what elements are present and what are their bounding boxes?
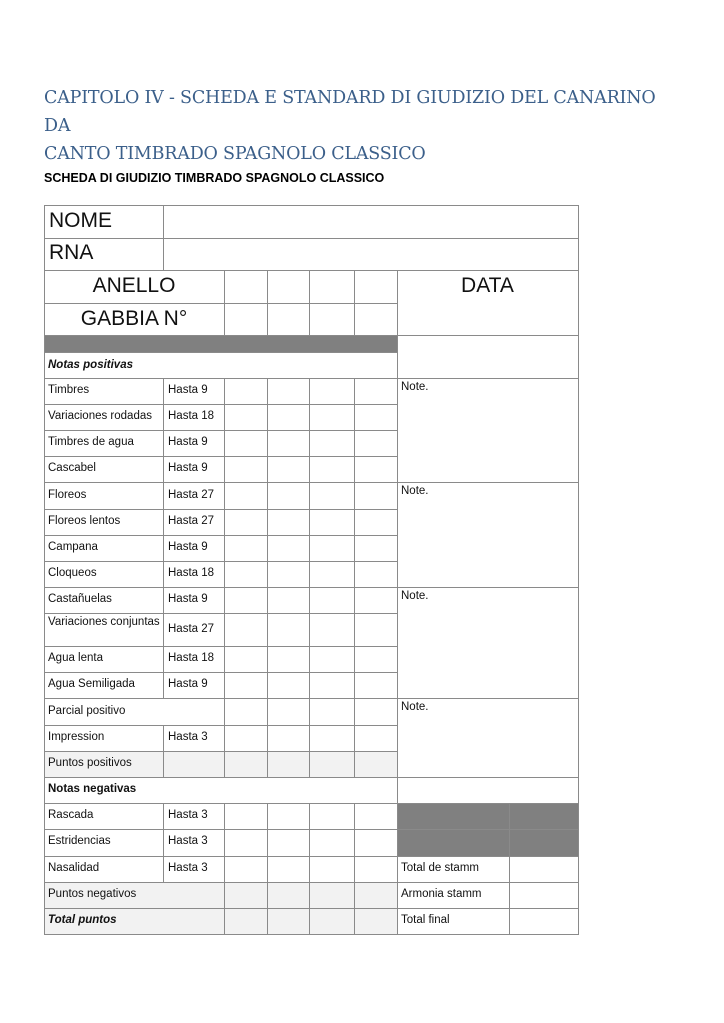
- notas-negativas-label: Notas negativas: [48, 783, 137, 795]
- anello-label: ANELLO: [92, 274, 176, 297]
- nome-input-cell[interactable]: [163, 205, 579, 239]
- note-name: Cascabel: [48, 462, 96, 474]
- note-max: Hasta 3: [168, 809, 208, 821]
- score-input-cell[interactable]: [267, 587, 310, 614]
- score-input-cell[interactable]: [354, 803, 398, 830]
- score-input-cell[interactable]: [224, 561, 268, 588]
- score-input-cell[interactable]: [224, 535, 268, 562]
- note-max: Hasta 9: [168, 462, 208, 474]
- score-input-cell[interactable]: [267, 751, 310, 778]
- score-input-cell[interactable]: [309, 535, 355, 562]
- note-max: Hasta 9: [168, 384, 208, 396]
- gabbia-label: GABBIA N°: [80, 307, 188, 330]
- score-input-cell[interactable]: [224, 751, 268, 778]
- score-input-cell[interactable]: [354, 672, 398, 699]
- score-input-cell[interactable]: [309, 751, 355, 778]
- score-input-cell[interactable]: [224, 882, 268, 909]
- score-input-cell[interactable]: [309, 561, 355, 588]
- score-input-cell[interactable]: [354, 882, 398, 909]
- rna-label: RNA: [49, 241, 94, 264]
- score-input-cell[interactable]: [354, 561, 398, 588]
- score-input-cell[interactable]: [267, 404, 310, 431]
- score-input-cell[interactable]: [224, 587, 268, 614]
- note-label: Note.: [401, 381, 429, 393]
- score-input-cell[interactable]: [309, 303, 355, 336]
- chapter-title-line2: CANTO TIMBRADO SPAGNOLO CLASSICO: [44, 144, 426, 164]
- score-input-cell[interactable]: [267, 613, 310, 647]
- score-input-cell[interactable]: [354, 698, 398, 726]
- score-input-cell[interactable]: [224, 270, 268, 304]
- score-input-cell[interactable]: [309, 587, 355, 614]
- score-input-cell[interactable]: [267, 482, 310, 510]
- impression-max: Hasta 3: [168, 731, 208, 743]
- score-input-cell[interactable]: [309, 725, 355, 752]
- score-input-cell[interactable]: [354, 270, 398, 304]
- score-input-cell[interactable]: [354, 725, 398, 752]
- score-input-cell[interactable]: [267, 882, 310, 909]
- total-stamm-input[interactable]: [509, 856, 579, 883]
- score-input-cell[interactable]: [224, 698, 268, 726]
- score-input-cell[interactable]: [309, 698, 355, 726]
- score-input-cell[interactable]: [354, 303, 398, 336]
- note-label: Note.: [401, 485, 429, 497]
- note-name: Estridencias: [48, 835, 111, 847]
- rna-input-cell[interactable]: [163, 238, 579, 271]
- total-final-label: Total final: [401, 914, 450, 926]
- note-max: Hasta 9: [168, 436, 208, 448]
- note-label: Note.: [401, 701, 429, 713]
- puntos-positivos-label: Puntos positivos: [48, 757, 132, 769]
- note-name: Timbres de agua: [48, 436, 134, 448]
- score-input-cell[interactable]: [354, 856, 398, 883]
- note-name: Floreos lentos: [48, 515, 121, 527]
- note-label: Note.: [401, 590, 429, 602]
- note-max: Hasta 27: [168, 515, 215, 527]
- note-name: Variaciones conjuntas: [48, 616, 160, 628]
- score-input-cell[interactable]: [354, 646, 398, 673]
- score-input-cell[interactable]: [354, 430, 398, 457]
- score-input-cell[interactable]: [354, 404, 398, 431]
- score-input-cell[interactable]: [309, 672, 355, 699]
- note-name: Rascada: [48, 809, 94, 821]
- score-input-cell[interactable]: [309, 509, 355, 536]
- score-input-cell[interactable]: [309, 829, 355, 857]
- score-input-cell[interactable]: [224, 803, 268, 830]
- note-max: Hasta 9: [168, 593, 208, 605]
- score-input-cell[interactable]: [267, 908, 310, 935]
- note-max: Hasta 9: [168, 541, 208, 553]
- score-input-cell[interactable]: [267, 270, 310, 304]
- score-input-cell[interactable]: [309, 482, 355, 510]
- score-input-cell[interactable]: [267, 430, 310, 457]
- note-max: Hasta 27: [168, 622, 215, 635]
- note-name: Nasalidad: [48, 862, 100, 874]
- impression-label: Impression: [48, 731, 105, 743]
- score-input-cell[interactable]: [309, 646, 355, 673]
- chapter-title-line1: CAPITOLO IV - SCHEDA E STANDARD DI GIUDIZIO DEL CANARINO DA: [44, 88, 656, 136]
- note-max: Hasta 18: [168, 567, 215, 579]
- score-input-cell[interactable]: [354, 535, 398, 562]
- score-input-cell[interactable]: [224, 509, 268, 536]
- score-input-cell[interactable]: [267, 561, 310, 588]
- score-input-cell[interactable]: [224, 613, 268, 647]
- note-max: Hasta 18: [168, 410, 215, 422]
- score-input-cell[interactable]: [354, 613, 398, 647]
- dark-cell: [509, 803, 579, 830]
- score-input-cell[interactable]: [354, 378, 398, 405]
- note-name: Agua lenta: [48, 652, 103, 664]
- note-max: Hasta 18: [168, 652, 215, 664]
- score-input-cell[interactable]: [267, 509, 310, 536]
- score-input-cell[interactable]: [267, 303, 310, 336]
- score-input-cell[interactable]: [267, 803, 310, 830]
- score-input-cell[interactable]: [309, 404, 355, 431]
- notas-positivas-label: Notas positivas: [48, 359, 133, 371]
- score-input-cell[interactable]: [309, 856, 355, 883]
- score-input-cell[interactable]: [224, 303, 268, 336]
- blank-cell: [397, 777, 579, 804]
- score-input-cell[interactable]: [309, 803, 355, 830]
- score-input-cell[interactable]: [224, 404, 268, 431]
- note-max: Hasta 3: [168, 862, 208, 874]
- score-input-cell[interactable]: [267, 672, 310, 699]
- dark-band: [44, 335, 398, 353]
- score-input-cell[interactable]: [224, 725, 268, 752]
- total-stamm-label: Total de stamm: [401, 862, 479, 874]
- note-name: Castañuelas: [48, 593, 112, 605]
- score-input-cell[interactable]: [309, 270, 355, 304]
- score-input-cell[interactable]: [354, 587, 398, 614]
- score-input-cell[interactable]: [267, 725, 310, 752]
- score-input-cell[interactable]: [224, 672, 268, 699]
- note-name: Variaciones rodadas: [48, 410, 152, 422]
- score-input-cell[interactable]: [267, 535, 310, 562]
- score-input-cell[interactable]: [309, 908, 355, 935]
- score-input-cell[interactable]: [354, 482, 398, 510]
- score-input-cell[interactable]: [267, 646, 310, 673]
- score-input-cell[interactable]: [224, 378, 268, 405]
- dark-cell: [397, 803, 510, 830]
- puntos-negativos-label: Puntos negativos: [48, 888, 137, 900]
- dark-cell: [509, 829, 579, 857]
- note-name: Floreos: [48, 488, 87, 501]
- blank-cell: [397, 335, 579, 379]
- note-box[interactable]: [397, 378, 579, 483]
- note-name: Agua Semiligada: [48, 678, 135, 690]
- note-max: Hasta 3: [168, 835, 208, 847]
- score-input-cell[interactable]: [267, 456, 310, 483]
- score-input-cell[interactable]: [224, 430, 268, 457]
- score-input-cell[interactable]: [309, 378, 355, 405]
- score-input-cell[interactable]: [267, 856, 310, 883]
- armonia-stamm-input[interactable]: [509, 882, 579, 909]
- score-input-cell[interactable]: [309, 882, 355, 909]
- note-max: Hasta 9: [168, 678, 208, 690]
- score-input-cell[interactable]: [354, 509, 398, 536]
- note-name: Campana: [48, 541, 98, 553]
- note-box[interactable]: [397, 587, 579, 699]
- total-final-input[interactable]: [509, 908, 579, 935]
- puntos-positivos-blank: [163, 751, 225, 778]
- total-puntos-label: Total puntos: [48, 914, 117, 926]
- score-input-cell[interactable]: [354, 908, 398, 935]
- score-input-cell[interactable]: [354, 456, 398, 483]
- parcial-positivo-label: Parcial positivo: [48, 705, 126, 717]
- score-input-cell[interactable]: [309, 456, 355, 483]
- note-box[interactable]: [397, 482, 579, 588]
- score-input-cell[interactable]: [354, 829, 398, 857]
- score-input-cell[interactable]: [267, 698, 310, 726]
- armonia-stamm-label: Armonia stamm: [401, 888, 482, 900]
- score-input-cell[interactable]: [224, 829, 268, 857]
- nome-label: NOME: [49, 209, 112, 232]
- score-input-cell[interactable]: [354, 751, 398, 778]
- score-input-cell[interactable]: [224, 482, 268, 510]
- note-max: Hasta 27: [168, 488, 215, 501]
- note-name: Timbres: [48, 384, 90, 396]
- score-input-cell[interactable]: [309, 613, 355, 647]
- score-input-cell[interactable]: [309, 430, 355, 457]
- chapter-title: [44, 84, 684, 168]
- score-input-cell[interactable]: [267, 829, 310, 857]
- form-title: SCHEDA DI GIUDIZIO TIMBRADO SPAGNOLO CLASSICO: [44, 171, 385, 185]
- score-input-cell[interactable]: [267, 378, 310, 405]
- data-label: DATA: [461, 274, 514, 297]
- score-input-cell[interactable]: [224, 646, 268, 673]
- score-input-cell[interactable]: [224, 856, 268, 883]
- note-name: Cloqueos: [48, 567, 97, 579]
- score-input-cell[interactable]: [224, 908, 268, 935]
- dark-cell: [397, 829, 510, 857]
- score-input-cell[interactable]: [224, 456, 268, 483]
